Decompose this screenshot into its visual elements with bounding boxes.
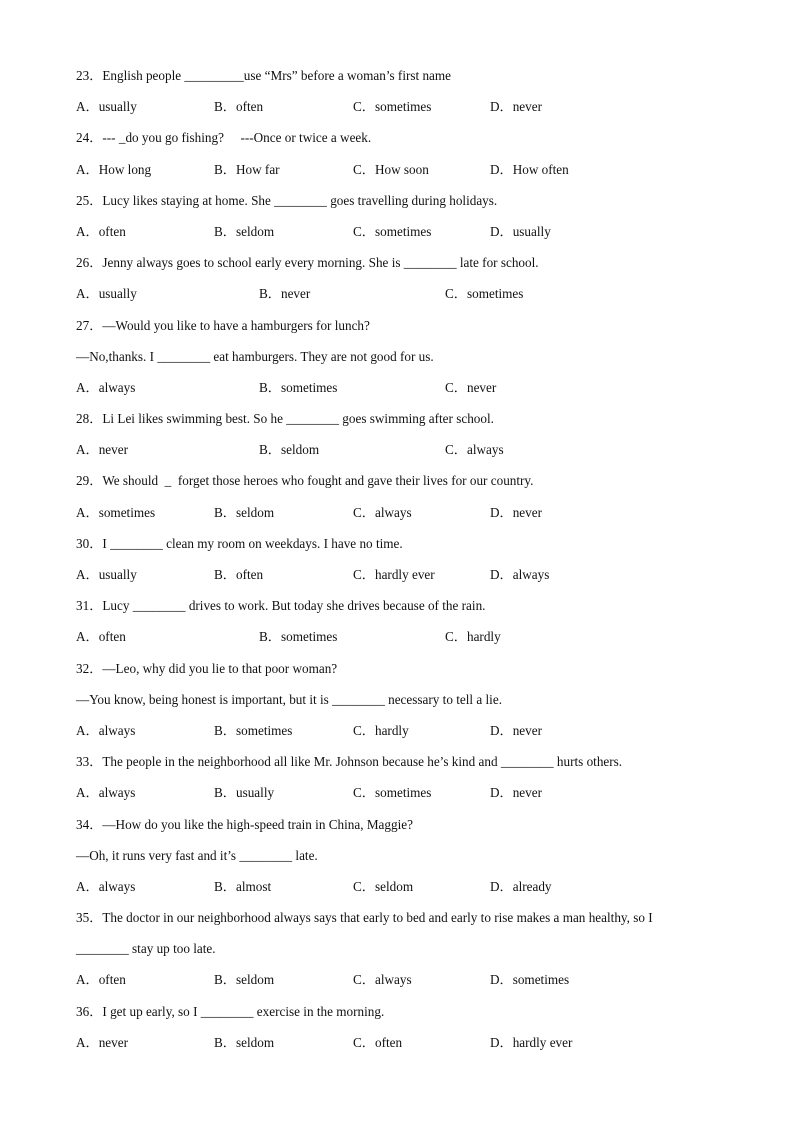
answer-option: C．How soon xyxy=(353,161,429,177)
question-item xyxy=(76,659,726,753)
question-stem-continued: —You know, being honest is important, but it is ________ necessary to tell a lie. xyxy=(76,691,502,707)
answer-option: A．usually xyxy=(76,99,137,115)
answer-option: D．never xyxy=(490,99,542,115)
answer-option: B．seldom xyxy=(214,1034,275,1050)
answer-option: C．always xyxy=(353,972,412,988)
answer-option: C．sometimes xyxy=(353,99,432,115)
answer-options xyxy=(76,440,726,471)
answer-option: C．always xyxy=(353,504,412,520)
answer-option: A．never xyxy=(76,442,128,458)
answer-option: B．seldom xyxy=(214,223,275,239)
question-item xyxy=(76,316,726,410)
answer-option: C．hardly ever xyxy=(353,567,435,582)
answer-option: A．sometimes xyxy=(76,504,156,520)
question-item xyxy=(76,908,726,1002)
answer-options xyxy=(76,222,726,253)
answer-option: D．never xyxy=(490,785,542,801)
answer-option: D．How often xyxy=(490,161,569,177)
answer-options xyxy=(76,503,726,534)
answer-option: C．often xyxy=(353,1034,403,1050)
question-stem: 23．English people _________use “Mrs” before a woman’s first name xyxy=(76,68,452,83)
answer-option: A．usually xyxy=(76,567,137,582)
answer-option: C．seldom xyxy=(353,878,414,894)
question-stem: 26．Jenny always goes to school early every morning. She is ________ late for school. xyxy=(76,255,539,271)
question-item xyxy=(76,596,726,658)
question-item xyxy=(76,409,726,471)
answer-option: A．often xyxy=(76,972,126,988)
answer-options xyxy=(76,97,726,128)
answer-option: B．never xyxy=(259,286,311,302)
question-item xyxy=(76,752,726,814)
answer-options xyxy=(76,284,726,315)
question-item xyxy=(76,253,726,315)
answer-option: B．seldom xyxy=(214,972,275,988)
answer-option: B．seldom xyxy=(214,504,275,520)
answer-options xyxy=(76,627,726,658)
question-stem: 33．The people in the neighborhood all like Mr. Johnson because he’s kind and ________ hurts others. xyxy=(76,754,623,770)
answer-option: A．always xyxy=(76,785,136,801)
answer-option: D．never xyxy=(490,722,542,738)
answer-option: C．sometimes xyxy=(353,223,432,239)
answer-options xyxy=(76,721,726,752)
answer-option: A．never xyxy=(76,1034,128,1050)
question-stem: 27．—Would you like to have a hamburgers for lunch? xyxy=(76,317,370,333)
question-stem: 34．—How do you like the high-speed train in China, Maggie? xyxy=(76,816,413,832)
question-item xyxy=(76,66,726,128)
question-stem-continued: —No,thanks. I ________ eat hamburgers. They are not good for us. xyxy=(76,348,434,364)
answer-option: D．sometimes xyxy=(490,972,570,988)
answer-option: B．sometimes xyxy=(259,629,338,645)
question-stem: 24．--- _do you go fishing? ---Once or twice a week. xyxy=(76,130,372,146)
question-stem: 29．We should _ forget those heroes who fought and gave their lives for our country. xyxy=(76,473,534,489)
answer-option: D．usually xyxy=(490,223,551,239)
answer-option: B．How far xyxy=(214,161,280,177)
question-item xyxy=(76,128,726,190)
answer-option: C．sometimes xyxy=(353,785,432,801)
question-item xyxy=(76,1002,726,1064)
answer-option: C．never xyxy=(445,379,497,395)
question-stem: 25．Lucy likes staying at home. She ________ goes travelling during holidays. xyxy=(76,192,498,208)
question-stem: 30．I ________ clean my room on weekdays. I have no time. xyxy=(76,535,403,551)
answer-option: B．sometimes xyxy=(259,379,338,395)
answer-options xyxy=(76,970,726,1001)
answer-option: B．sometimes xyxy=(214,722,293,738)
worksheet xyxy=(76,66,726,1064)
answer-option: A．often xyxy=(76,629,126,645)
answer-options xyxy=(76,1033,726,1064)
question-stem: 32．—Leo, why did you lie to that poor woman? xyxy=(76,660,338,676)
question-stem: 28．Li Lei likes swimming best. So he ________ goes swimming after school. xyxy=(76,411,494,427)
answer-option: A．usually xyxy=(76,286,137,302)
question-item xyxy=(76,815,726,909)
answer-option: C．hardly xyxy=(353,722,409,738)
answer-options xyxy=(76,378,726,409)
question-item xyxy=(76,471,726,533)
answer-options xyxy=(76,160,726,191)
answer-option: B．almost xyxy=(214,878,272,894)
answer-option: C．hardly xyxy=(445,629,501,645)
answer-option: A．often xyxy=(76,223,126,239)
question-stem-continued: —Oh, it runs very fast and it’s ________ late. xyxy=(76,847,318,863)
answer-option: B．often xyxy=(214,567,264,582)
answer-option: D．hardly ever xyxy=(490,1034,573,1050)
question-stem-continued: ________ stay up too late. xyxy=(76,941,216,957)
question-stem: 36．I get up early, so I ________ exercise in the morning. xyxy=(76,1003,385,1019)
question-stem: 31．Lucy ________ drives to work. But today she drives because of the rain. xyxy=(76,598,486,614)
answer-option: C．always xyxy=(445,442,504,458)
answer-option: B．often xyxy=(214,99,264,115)
answer-option: D．never xyxy=(490,504,542,520)
answer-option: B．usually xyxy=(214,785,275,801)
answer-option: A．always xyxy=(76,722,136,738)
answer-option: A．always xyxy=(76,379,136,395)
answer-option: D．already xyxy=(490,878,552,894)
answer-options xyxy=(76,565,726,596)
question-stem: 35．The doctor in our neighborhood always says that early to bed and early to rise makes a man healthy, so I xyxy=(76,910,653,926)
answer-options xyxy=(76,783,726,814)
question-item xyxy=(76,191,726,253)
question-item xyxy=(76,534,726,596)
answer-option: D．always xyxy=(490,567,550,582)
answer-option: B．seldom xyxy=(259,442,320,458)
answer-option: A．How long xyxy=(76,161,152,177)
answer-option: A．always xyxy=(76,878,136,894)
answer-options xyxy=(76,877,726,908)
answer-option: C．sometimes xyxy=(445,286,524,302)
